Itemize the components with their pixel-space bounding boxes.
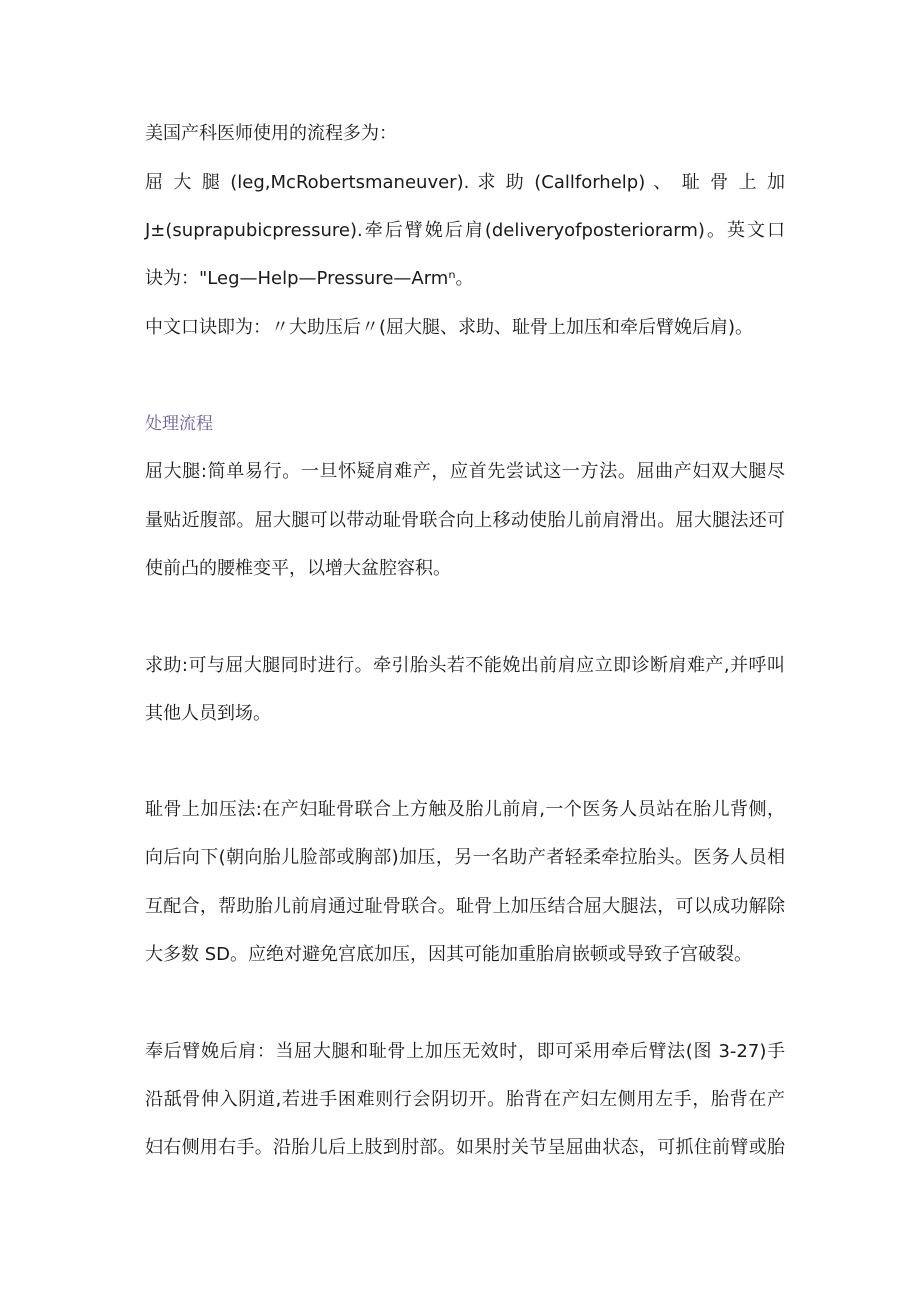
p2-line-1: 求助:可与屈大腿同时进行。牵引胎头若不能娩出前肩应立即诊断肩难产,并呼叫	[145, 655, 785, 676]
p3-line-3: 互配合，帮助胎儿前肩通过耻骨联合。耻骨上加压结合屈大腿法，可以成功解除	[145, 896, 785, 917]
p4-line-1: 奉后臂娩后肩：当屈大腿和耻骨上加压无效时，即可采用牵后臂法(图 3-27)手	[145, 1041, 785, 1062]
intro-line-3: J±(suprapubicpressure).牵后臂娩后肩(deliveryofposteriorarm)。英文口	[145, 220, 785, 241]
intro-line-2: 屈 大 腿 (leg,McRobertsmaneuver). 求 助 (Callforhelp) 、 耻 骨 上 加	[145, 172, 785, 193]
p3-line-2: 向后向下(朝向胎儿脸部或胸部)加压，另一名助产者轻柔牵拉胎头。医务人员相	[145, 847, 785, 868]
p1-line-3: 使前凸的腰椎变平，以增大盆腔容积。	[145, 558, 451, 579]
p1-line-1: 屈大腿:简单易行。一旦怀疑肩难产，应首先尝试这一方法。屈曲产妇双大腿尽	[145, 461, 785, 482]
intro-line-1: 美国产科医师使用的流程多为：	[145, 123, 397, 144]
p1-line-2: 量贴近腹部。屈大腿可以带动耻骨联合向上移动使胎儿前肩滑出。屈大腿法还可	[145, 510, 785, 531]
p2-line-2: 其他人员到场。	[145, 703, 271, 724]
section-heading: 处理流程	[145, 414, 213, 434]
p4-line-2: 沿舐骨伸入阴道,若进手困难则行会阴切开。胎背在产妇左侧用左手，胎背在产	[145, 1089, 785, 1110]
p4-line-3: 妇右侧用右手。沿胎儿后上肢到肘部。如果肘关节呈屈曲状态，可抓住前臂或胎	[145, 1137, 785, 1158]
intro-line-5: 中文口诀即为：〃大助压后〃(屈大腿、求助、耻骨上加压和牵后臂娩后肩)。	[145, 317, 754, 338]
intro-line-4: 诀为："Leg—Help—Pressure—Armⁿ。	[145, 268, 474, 289]
p3-line-4: 大多数 SD。应绝对避免宫底加压，因其可能加重胎肩嵌顿或导致子宫破裂。	[145, 944, 753, 965]
p3-line-1: 耻骨上加压法:在产妇耻骨联合上方触及胎儿前肩,一个医务人员站在胎儿背侧，	[145, 799, 785, 820]
